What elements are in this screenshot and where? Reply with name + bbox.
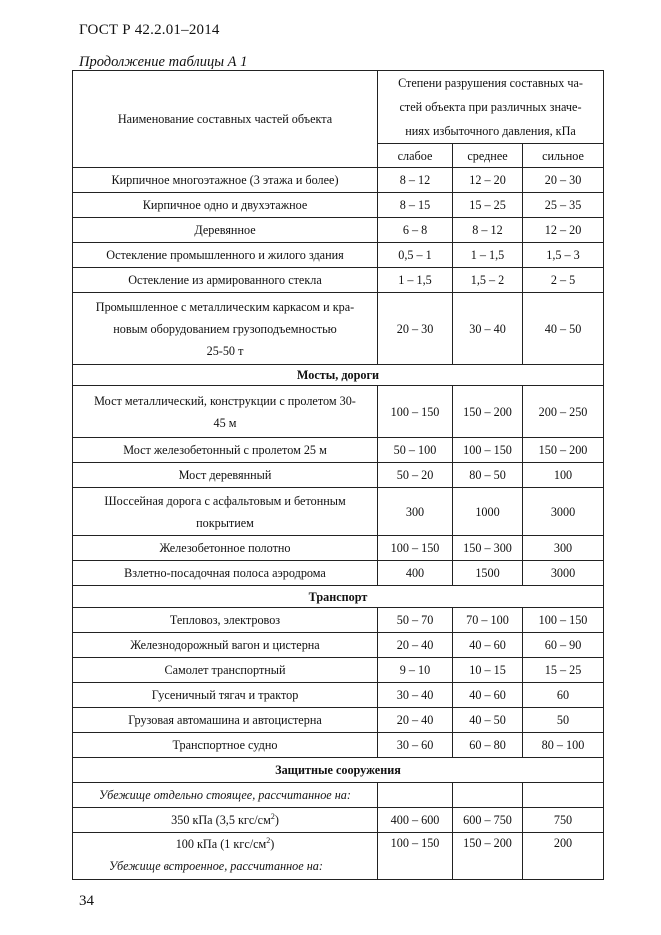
row-name-text: 350 кПа (3,5 кгс/см [171, 813, 271, 827]
cell-medium: 30 – 40 [453, 293, 523, 365]
row-name [73, 833, 378, 880]
cell-medium: 40 – 60 [453, 633, 523, 658]
table-row [73, 268, 604, 293]
table-row [73, 463, 604, 488]
row-name: Мост деревянный [73, 463, 378, 488]
cell-weak: 6 – 8 [378, 218, 453, 243]
header-group-line: стей объекта при различных значе- [399, 100, 582, 114]
cell-strong: 1,5 – 3 [523, 243, 604, 268]
cell-weak: 400 – 600 [378, 808, 453, 833]
row-name: Транспортное судно [73, 733, 378, 758]
row-name [73, 386, 378, 438]
row-name-close: ) [274, 813, 279, 827]
cell-medium: 150 – 300 [453, 536, 523, 561]
page-number: 34 [79, 893, 94, 909]
table-row [73, 708, 604, 733]
row-name: Остекление промышленного и жилого здания [73, 243, 378, 268]
header-group-line: ниях избыточного давления, кПа [405, 124, 576, 138]
cell-strong: 300 [523, 536, 604, 561]
section-title: Транспорт [73, 586, 604, 608]
table-row [73, 193, 604, 218]
cell-weak: 20 – 40 [378, 633, 453, 658]
row-name [73, 488, 378, 536]
superscript: 2 [270, 811, 275, 821]
row-name-line: 25-50 т [206, 343, 244, 358]
cell-weak: 0,5 – 1 [378, 243, 453, 268]
cell-weak: 30 – 40 [378, 683, 453, 708]
cell-strong: 60 – 90 [523, 633, 604, 658]
cell-medium: 600 – 750 [453, 808, 523, 833]
cell-strong: 200 [523, 833, 604, 880]
row-name-close: ) [270, 837, 275, 851]
cell-medium: 40 – 60 [453, 683, 523, 708]
table-row [73, 633, 604, 658]
cell-weak: 400 [378, 561, 453, 586]
cell-weak: 9 – 10 [378, 658, 453, 683]
table-row [73, 536, 604, 561]
cell-weak: 100 – 150 [378, 833, 453, 880]
shelter-subheading: Убежище отдельно стоящее, рассчитанное на: [73, 783, 378, 808]
subheader-medium: среднее [453, 144, 523, 168]
table-row [73, 218, 604, 243]
row-name-line: покрытием [196, 515, 254, 530]
cell-medium: 15 – 25 [453, 193, 523, 218]
cell-weak: 50 – 100 [378, 438, 453, 463]
table-row [73, 561, 604, 586]
row-name: Остекление из армированного стекла [73, 268, 378, 293]
cell-medium [453, 783, 523, 808]
table-row [73, 168, 604, 193]
row-name-line: Мост металлический, конструкции с пролетом 30- [94, 393, 356, 408]
table-caption: Продолжение таблицы А 1 [79, 54, 248, 70]
row-name: Грузовая автомашина и автоцистерна [73, 708, 378, 733]
table-row [73, 833, 604, 880]
row-name-line: Шоссейная дорога с асфальтовым и бетонным [104, 493, 346, 508]
cell-medium: 100 – 150 [453, 438, 523, 463]
cell-strong: 60 [523, 683, 604, 708]
cell-medium: 80 – 50 [453, 463, 523, 488]
table-row [73, 783, 604, 808]
cell-medium: 40 – 50 [453, 708, 523, 733]
cell-medium: 1,5 – 2 [453, 268, 523, 293]
row-name: Тепловоз, электровоз [73, 608, 378, 633]
row-name: Самолет транспортный [73, 658, 378, 683]
row-name [73, 808, 378, 833]
row-name [73, 293, 378, 365]
section-row [73, 365, 604, 386]
table-row [73, 683, 604, 708]
row-name: Мост железобетонный с пролетом 25 м [73, 438, 378, 463]
header-group-line: Степени разрушения составных ча- [398, 76, 583, 90]
cell-weak [378, 783, 453, 808]
cell-strong: 25 – 35 [523, 193, 604, 218]
table-row [73, 733, 604, 758]
row-name-text: 100 кПа (1 кгс/см [175, 837, 267, 851]
row-name: Железобетонное полотно [73, 536, 378, 561]
row-name: Взлетно-посадочная полоса аэродрома [73, 561, 378, 586]
cell-strong: 150 – 200 [523, 438, 604, 463]
superscript: 2 [266, 835, 271, 845]
cell-weak: 50 – 20 [378, 463, 453, 488]
cell-medium: 12 – 20 [453, 168, 523, 193]
row-name: Деревянное [73, 218, 378, 243]
cell-strong: 750 [523, 808, 604, 833]
cell-strong: 50 [523, 708, 604, 733]
section-row [73, 586, 604, 608]
section-title: Мосты, дороги [73, 365, 604, 386]
cell-weak: 20 – 40 [378, 708, 453, 733]
cell-weak: 1 – 1,5 [378, 268, 453, 293]
row-name-line: Промышленное с металлическим каркасом и кра- [95, 299, 355, 314]
cell-weak: 50 – 70 [378, 608, 453, 633]
cell-strong: 100 [523, 463, 604, 488]
cell-medium: 1500 [453, 561, 523, 586]
cell-medium: 150 – 200 [453, 386, 523, 438]
shelter-subheading: Убежище встроенное, рассчитанное на: [109, 859, 323, 873]
cell-strong: 100 – 150 [523, 608, 604, 633]
cell-medium: 1 – 1,5 [453, 243, 523, 268]
section-title: Защитные сооружения [73, 758, 604, 783]
row-name: Железнодорожный вагон и цистерна [73, 633, 378, 658]
header-name-cell: Наименование составных частей объекта [73, 71, 378, 168]
row-name: Кирпичное одно и двухэтажное [73, 193, 378, 218]
cell-weak: 8 – 12 [378, 168, 453, 193]
table-row [73, 808, 604, 833]
cell-medium: 1000 [453, 488, 523, 536]
row-name: Кирпичное многоэтажное (3 этажа и более) [73, 168, 378, 193]
cell-weak: 300 [378, 488, 453, 536]
cell-strong: 15 – 25 [523, 658, 604, 683]
row-name-line: 45 м [213, 415, 237, 430]
row-name-line: новым оборудованием грузоподъемностью [113, 321, 337, 336]
cell-weak: 30 – 60 [378, 733, 453, 758]
document-header: ГОСТ Р 42.2.01–2014 [79, 22, 220, 38]
cell-strong: 12 – 20 [523, 218, 604, 243]
subheader-strong: сильное [523, 144, 604, 168]
subheader-weak: слабое [378, 144, 453, 168]
table-row [73, 386, 604, 438]
cell-strong [523, 783, 604, 808]
cell-strong: 3000 [523, 561, 604, 586]
cell-weak: 100 – 150 [378, 386, 453, 438]
table-row [73, 608, 604, 633]
cell-weak: 8 – 15 [378, 193, 453, 218]
row-name-line [77, 833, 373, 855]
cell-weak: 20 – 30 [378, 293, 453, 365]
table-row [73, 438, 604, 463]
cell-strong: 40 – 50 [523, 293, 604, 365]
cell-medium: 8 – 12 [453, 218, 523, 243]
cell-strong: 2 – 5 [523, 268, 604, 293]
cell-medium: 60 – 80 [453, 733, 523, 758]
cell-strong: 80 – 100 [523, 733, 604, 758]
table-header-row [73, 71, 604, 144]
table-row [73, 243, 604, 268]
cell-medium: 70 – 100 [453, 608, 523, 633]
table-row [73, 488, 604, 536]
cell-medium: 10 – 15 [453, 658, 523, 683]
table-row [73, 658, 604, 683]
cell-strong: 3000 [523, 488, 604, 536]
cell-medium: 150 – 200 [453, 833, 523, 880]
cell-strong: 20 – 30 [523, 168, 604, 193]
cell-weak: 100 – 150 [378, 536, 453, 561]
table-row [73, 293, 604, 365]
header-group-cell [378, 71, 604, 144]
damage-table [72, 70, 604, 880]
section-row [73, 758, 604, 783]
cell-strong: 200 – 250 [523, 386, 604, 438]
row-name: Гусеничный тягач и трактор [73, 683, 378, 708]
